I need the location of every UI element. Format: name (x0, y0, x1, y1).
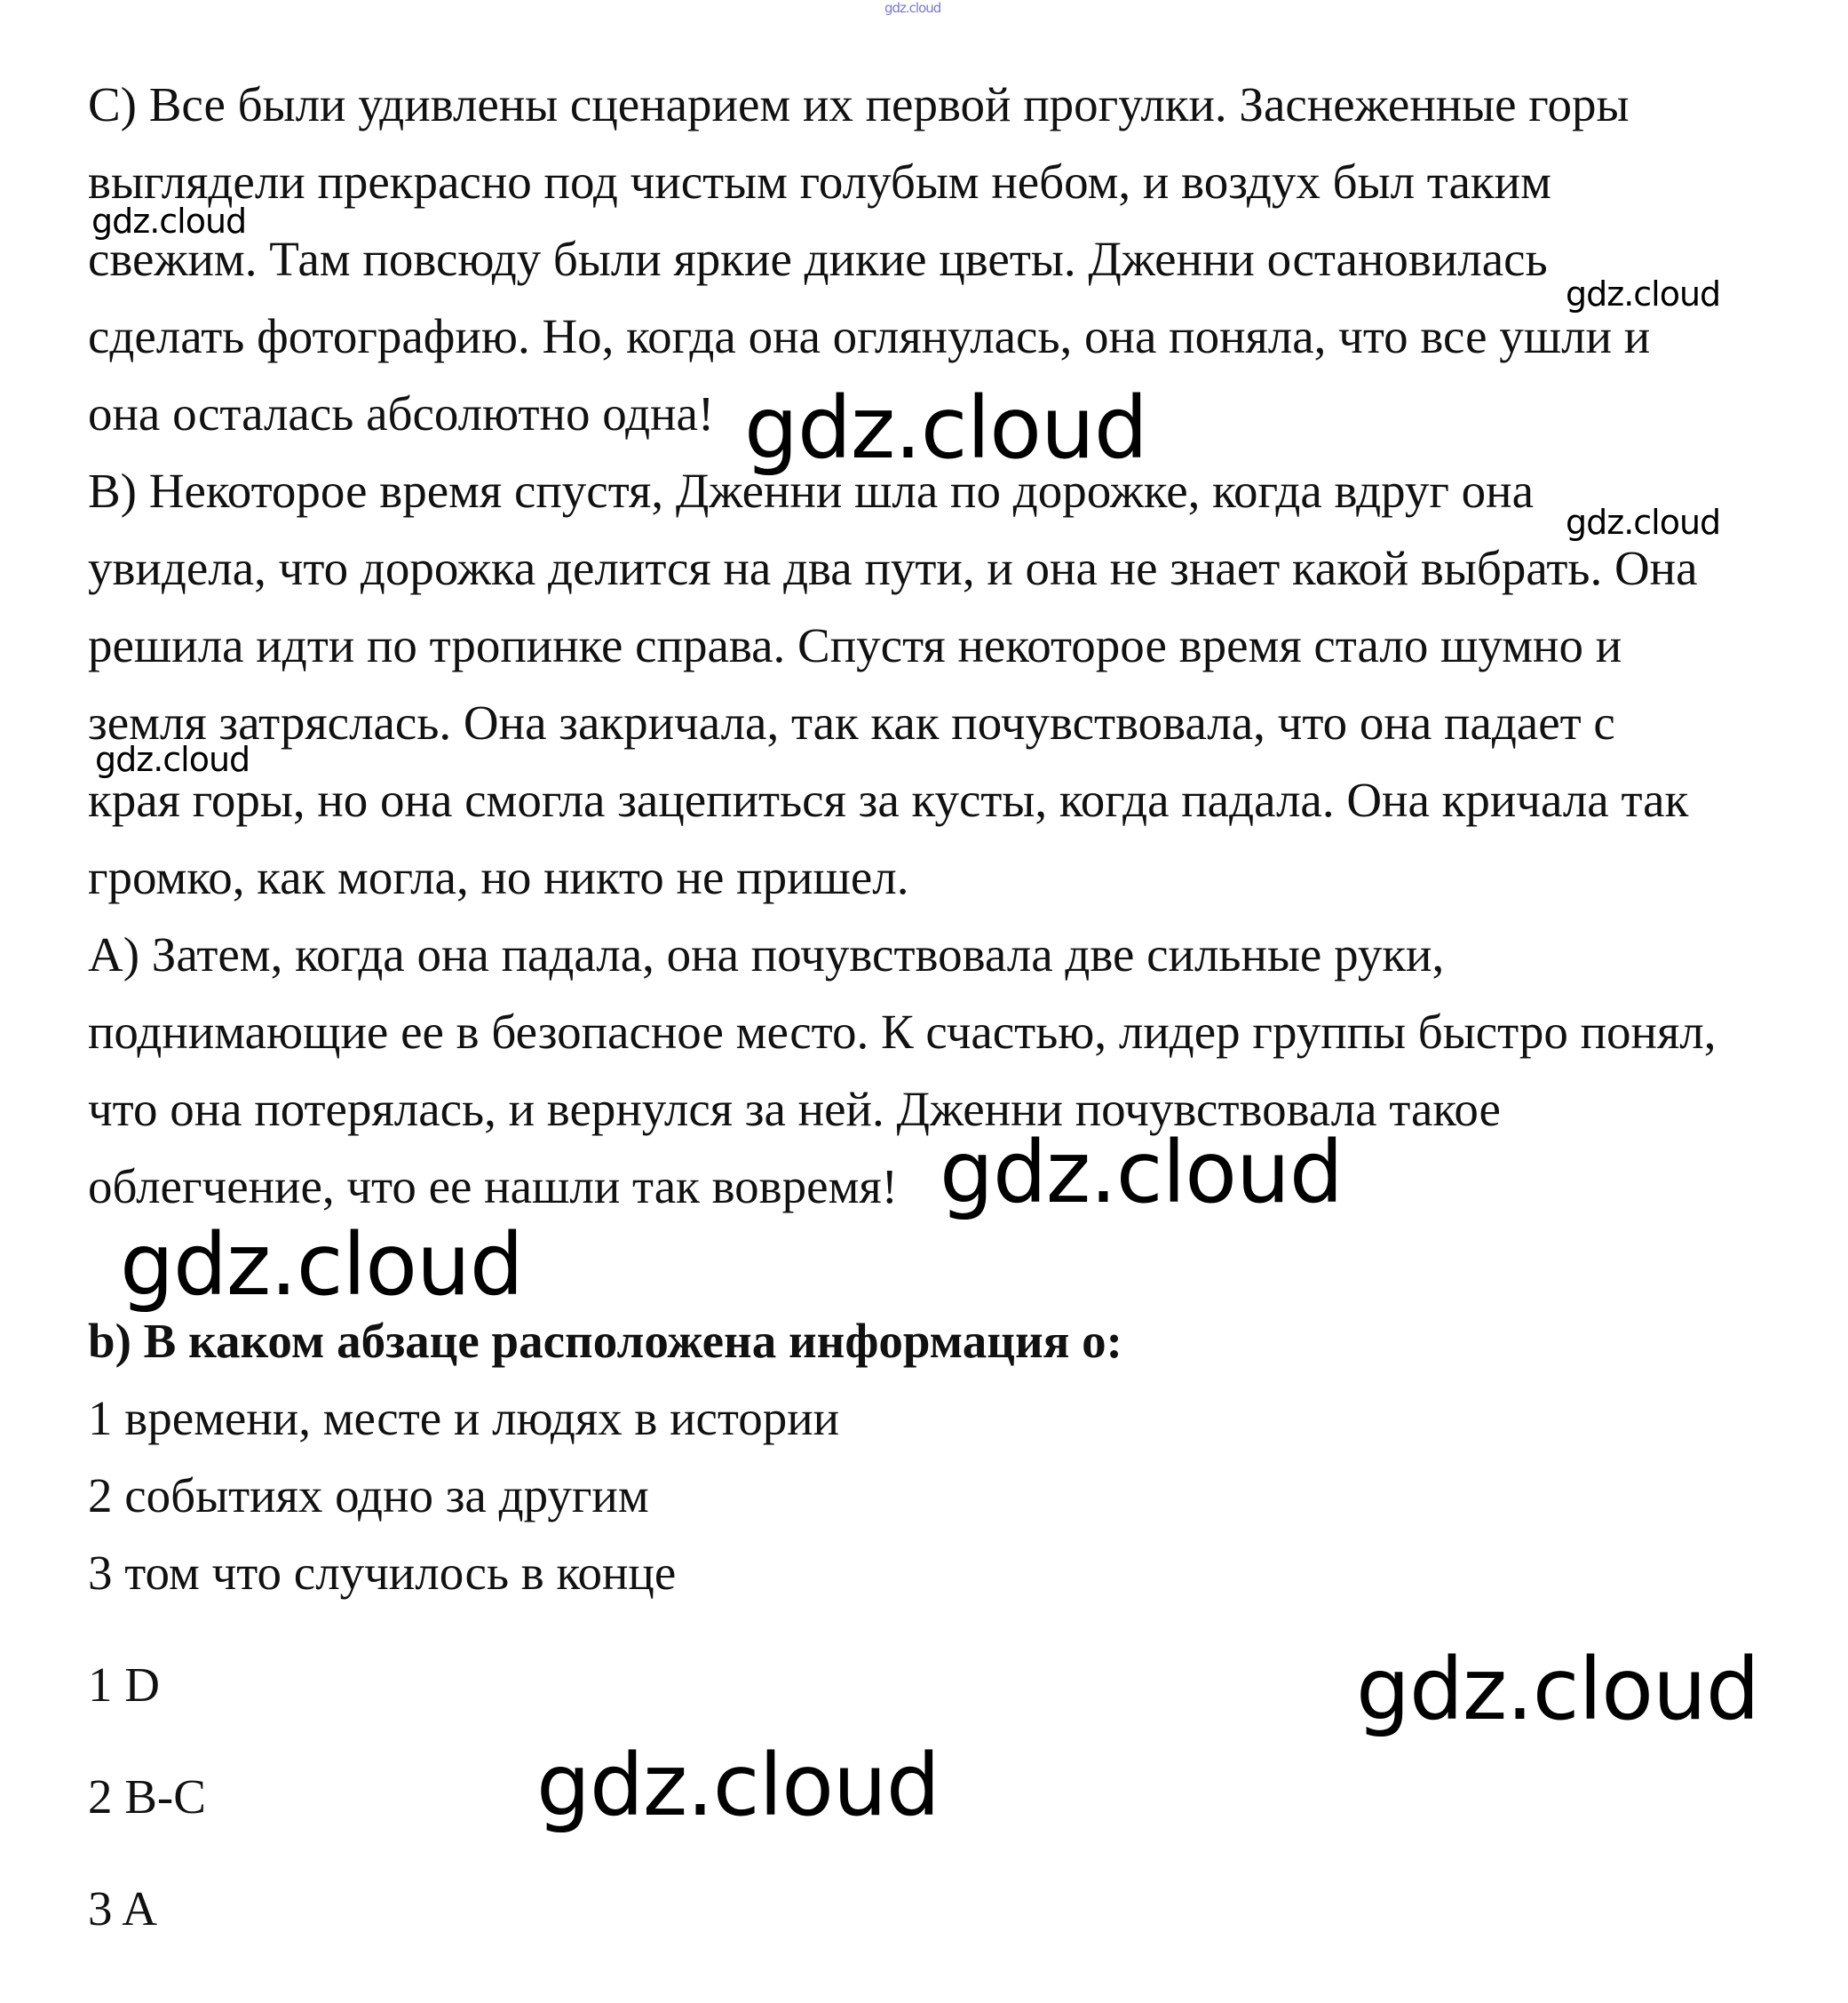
watermark: gdz.cloud (884, 0, 941, 16)
paragraph-a-line: что она потерялась, и вернулся за ней. Дженни почувствовала такое (88, 1082, 1501, 1136)
paragraph-c-line: она осталась абсолютно одна! (88, 386, 715, 441)
paragraph-b-line: увидела, что дорожка делится на два пути, и она не знает какой выбрать. Она (88, 541, 1698, 595)
paragraph-b-line: земля затряслась. Она закричала, так как почувствовала, что она падает с (88, 695, 1615, 750)
paragraph-c-line: сделать фотографию. Но, когда она оглянулась, она поняла, что все ушли и (88, 309, 1651, 363)
paragraph-c-line: свежим. Там повсюду были яркие дикие цветы. Дженни остановилась (88, 232, 1548, 286)
paragraph-b-line: B) Некоторое время спустя, Дженни шла по дорожке, когда вдруг она (88, 464, 1535, 518)
watermark: gdz.cloud (120, 1215, 523, 1315)
answer-item: 1 D (88, 1657, 160, 1712)
paragraph-c-line: C) Все были удивлены сценарием их первой прогулки. Заснеженные горы (88, 77, 1630, 131)
watermark: gdz.cloud (1566, 274, 1721, 314)
question-item: 3 том что случилось в конце (88, 1546, 677, 1600)
watermark: gdz.cloud (536, 1736, 940, 1835)
answer-item: 2 B-C (88, 1769, 206, 1824)
paragraph-b-line: громко, как могла, но никто не пришел. (88, 850, 909, 904)
paragraph-b-line: решила идти по тропинке справа. Спустя некоторое время стало шумно и (88, 618, 1622, 672)
question-item: 1 времени, месте и людях в истории (88, 1391, 840, 1445)
watermark: gdz.cloud (1566, 503, 1721, 542)
watermark: gdz.cloud (1356, 1640, 1759, 1739)
paragraph-b-line: края горы, но она смогла зацепиться за кусты, когда падала. Она кричала так (88, 773, 1689, 827)
question-title: b) В каком абзаце расположена информация о: (88, 1314, 1122, 1368)
answer-item: 3 A (88, 1881, 157, 1935)
paragraph-a-line: поднимающие ее в безопасное место. К счастью, лидер группы быстро понял, (88, 1005, 1717, 1059)
paragraph-c-line: выглядели прекрасно под чистым голубым небом, и воздух был таким (88, 155, 1551, 209)
watermark: gdz.cloud (91, 202, 247, 241)
watermark: gdz.cloud (940, 1123, 1343, 1222)
watermark: gdz.cloud (744, 378, 1147, 478)
question-item: 2 событиях одно за другим (88, 1468, 649, 1522)
watermark: gdz.cloud (95, 740, 250, 779)
paragraph-a-line: облегчение, что ее нашли так вовремя! (88, 1159, 898, 1213)
paragraph-a-line: A) Затем, когда она падала, она почувствовала две сильные руки, (88, 927, 1445, 982)
